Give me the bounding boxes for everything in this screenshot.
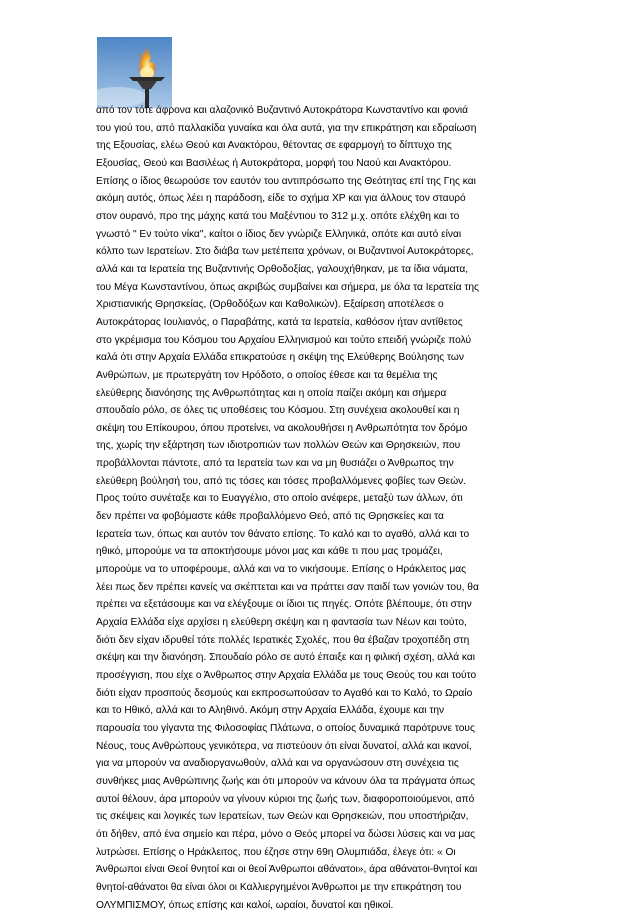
olympic-torch-flame-image (97, 37, 172, 108)
text-line: ακόμη αυτός, όπως λέει η παράδοση, είδε το σχήμα ΧΡ και για άλλους τον σταυρό (96, 193, 466, 205)
text-line: και το Ηθικό, αλλά και το Αληθινό. Ακόμη στην Αρχαία Ελλάδα, έχουμε και την (96, 705, 445, 717)
text-line: σκέψη του Επίκουρου, όπου προτείνει, να ακολουθήσει η Ανθρωπότητα τον δρόμο (96, 422, 468, 434)
text-line: Αρχαία Ελλάδα είχε αρχίσει η ελεύθερη σκέψη και η φαντασία των Νέων και τούτο, (96, 617, 467, 629)
text-line: Προς τούτο συνέταξε και το Ευαγγέλιο, στο οποίο ανέφερε, μεταξύ των άλλων, ότι (96, 493, 463, 505)
text-line: λέει πως δεν πρέπει κανείς να σκέπτεται και να πράττει σαν παιδί των γονιών του, θα (96, 581, 479, 593)
text-line: ελεύθερη βούλησή του, από τις τόσες και τόσες προβαλλόμενες φοβίες των Θεών. (96, 475, 467, 487)
text-line: προβάλλονται πάντοτε, από τα Ιερατεία των και να μη θυσιάζει ο Άνθρωπος την (96, 458, 454, 470)
text-line: αλλά και τα Ιερατεία της Βυζαντινής Ορθοδοξίας, γαλουχήθηκαν, με τα ίδια νάματα, (96, 263, 469, 275)
text-line: του Μέγα Κωνσταντίνου, όπως ακριβώς συμβαίνει και σήμερα, με όλα τα Ιερατεία της (96, 281, 479, 293)
text-line: Άνθρωποι είναι Θεοί θνητοί και οι θεοί Άνθρωποι αθάνατοι», άρα αθάνατοι-θνητοί και (96, 864, 478, 876)
text-line: ελεύθερης διανόησης της Ανθρωπότητας και η οποία παίζει ακόμη και σήμερα (96, 387, 447, 399)
text-line: της, χωρίς την εξάρτηση των ιδιοτροπιών των πολλών Θεών και Θρησκειών, που (96, 440, 461, 452)
text-line: τις σκέψεις και λογικές των Ιερατείων, των Θεών και Θρησκειών, που υποστήριζαν, (96, 811, 469, 823)
text-line: δεν πρέπει να φοβόμαστε κάθε προβαλλόμενο Θεό, από τις Θρησκείες και τα (96, 511, 444, 523)
text-line: Ιερατεία των, όπως και αυτόν τον θάνατο επίσης. Το καλό και το αγαθό, αλλά και το (96, 528, 470, 540)
text-line: Χριστιανικής Θρησκείας, (Ορθοδόξων και Καθολικών). Εξαίρεση αποτέλεσε ο (96, 299, 444, 311)
text-line: Νέους, τους Ανθρώπους γενικότερα, να πιστεύουν ότι είναι δυνατοί, αλλά και ικανοί, (96, 740, 472, 752)
text-line: του γιού του, από παλλακίδα γυναίκα και όλα αυτά, για την επικράτηση και εδραίωση (96, 122, 477, 134)
text-line: σπουδαίο ρόλο, σε όλες τις υποθέσεις του Κόσμου. Στη συνέχεια ακολουθεί και η (96, 405, 460, 417)
text-line: καλά ότι στην Αρχαία Ελλάδα επικρατούσε η σκέψη της Ελεύθερης Βούλησης των (96, 352, 464, 364)
text-line: ότι δήθεν, από ένα σημείο και πέρα, μόνο ο Θεός μπορεί να δώσει λύσεις και να μας (96, 828, 476, 840)
text-line: της Εξουσίας, ελέω Θεού και Ανακτόρου, θέτοντας σε εφαρμογή το δίπτυχο της (96, 140, 452, 152)
text-line: σκέψη και την διανόηση. Σπουδαίο ρόλο σε αυτό έπαιξε και η φιλική σχέση, αλλά και (96, 652, 476, 664)
text-line: διότι είχαν προσιτούς δεσμούς και εκπροσωπούσαν το Αγαθό και το Καλό, το Ωραίο (96, 687, 473, 699)
text-line: Αυτοκράτορας Ιουλιανός, ο Παραβάτης, κατά τα Ιερατεία, καθόσον ήταν αντίθετος (96, 316, 463, 328)
text-line: μπορούμε να το υποφέρουμε, αλλά και να το νικήσουμε. Επίσης ο Ηράκλειτος μας (96, 564, 467, 576)
article-body (96, 102, 554, 914)
text-line: κόλπο των Ιερατείων. Στο διάβα των μετέπειτα χρόνων, οι Βυζαντινοί Αυτοκράτορες, (96, 246, 474, 258)
text-line: ηθικό, μπορούμε να τα αποκτήσουμε μόνοι μας και κάθε τι που μας τρομάζει, (96, 546, 443, 558)
text-line: για να μπορούν να αναδιοργανωθούν, αλλά και να οργανώσουν στη συνέχεια τις (96, 758, 459, 770)
text-line: Επίσης ο ίδιος θεωρούσε τον εαυτόν του αντιπρόσωπο της Θεότητας επί της Γης και (96, 175, 476, 187)
text-line: λυτρώσει. Επίσης ο Ηράκλειτος, που έζησε στην 69η Ολυμπιάδα, έλεγε ότι: « Οι (96, 846, 456, 858)
text-line: πρέπει να εξετάσουμε και να ελέγξουμε οι ίδιοι τις πηγές. Οπότε βλέπουμε, ότι στην (96, 599, 472, 611)
text-line: θνητοί-αθάνατοι θα είναι όλοι οι Καλλιεργημένοι Άνθρωποι με την επικράτηση του (96, 881, 462, 893)
text-line: ΟΛΥΜΠΙΣΜΟΥ, όπως επίσης και καλοί, ωραίοι, δυνατοί και ηθικοί. (96, 899, 394, 911)
torch-icon (97, 37, 172, 108)
text-line: στο γκρέμισμα του Κόσμου του Αρχαίου Ελληνισμού και τούτο επειδή γνώριζε πολύ (96, 334, 472, 346)
text-line: Ανθρώπων, με πρωτεργάτη τον Ηρόδοτο, ο οποίος έθεσε και τα θεμέλια της (96, 369, 438, 381)
text-line: συνθήκες μιας Ανθρώπινης ζωής και ότι μπορούν να κάνουν όλα τα πράγματα όπως (96, 775, 475, 787)
text-line: Εξουσίας, Θεού και Βασιλέως ή Αυτοκράτορα, μορφή του Ναού και Ανακτόρου. (96, 157, 452, 169)
text-line: προσέγγιση, που είχε ο Άνθρωπος στην Αρχαία Ελλάδα με τους Θεούς του και τούτο (96, 670, 477, 681)
text-line: γνωστό " Εν τούτο νίκα", καίτοι ο ίδιος δεν γνώριζε Ελληνικά, οπότε και αυτό είναι (96, 228, 462, 240)
text-line: από τον τότε άφρονα και αλαζονικό Βυζαντινό Αυτοκράτορα Κωνσταντίνο και φονιά (96, 105, 469, 116)
text-line: διότι δεν είχαν ιδρυθεί τότε πολλές Ιερατικές Σχολές, που θα έβαζαν τροχοπέδη στη (96, 634, 470, 646)
text-line: παρουσία του γίγαντα της Φιλοσοφίας Πλάτωνα, ο οποίος δυναμικά παρότρυνε τους (96, 722, 475, 734)
text-line: στον ουρανό, προ της μάχης κατά του Μαξέντιου το 312 μ.χ. οπότε ελέχθη και το (96, 210, 460, 222)
text-line: αυτοί θέλουν, άρα μπορούν να γίνουν κύριοι της ζωής των, διαφοροποιούμενοι, από (96, 793, 475, 805)
